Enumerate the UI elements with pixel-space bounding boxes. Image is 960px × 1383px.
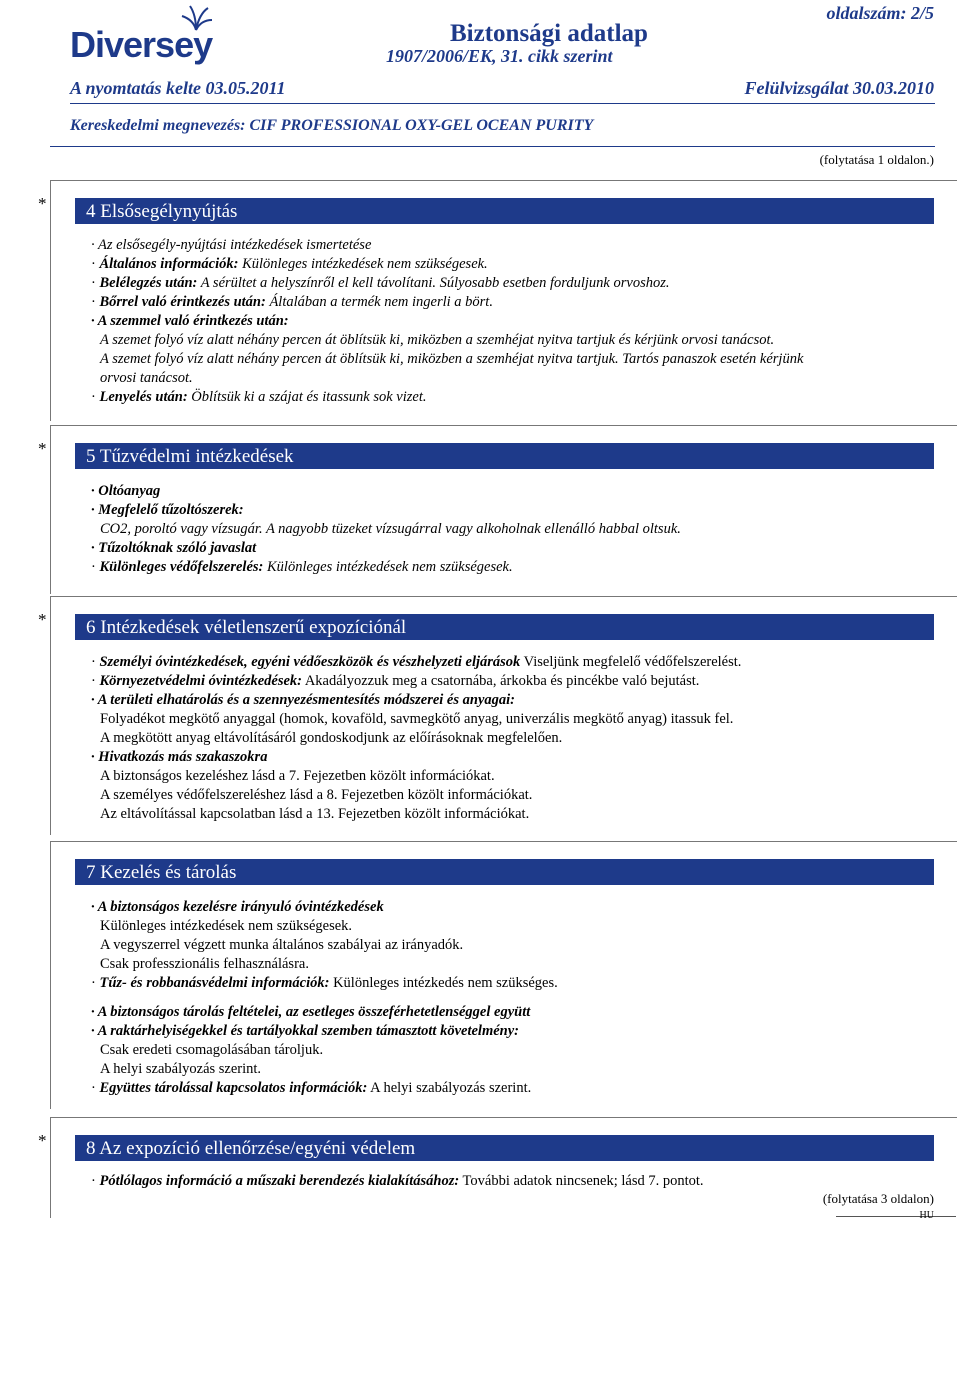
regulation-reference: 1907/2006/EK, 31. cikk szerint (386, 46, 613, 66)
text-line: · Különleges védőfelszerelés: Különleges intézkedések nem szükségesek. (91, 558, 681, 577)
text-line: · Hivatkozás más szakaszokra (91, 748, 741, 767)
section-7-body (91, 898, 558, 1098)
text-line: A személyes védőfelszereléshez lásd a 8. Fejezetben közölt információkat. (100, 787, 533, 803)
section-4-title: 4 Elsősegélynyújtás (75, 198, 934, 224)
section-6 (50, 596, 957, 835)
section-5-title: 5 Tűzvédelmi intézkedések (75, 443, 934, 469)
diversey-logo (70, 4, 220, 64)
section-8-body (91, 1172, 704, 1191)
text-line: · A szemmel való érintkezés után: (91, 312, 803, 331)
section-5-body (91, 482, 681, 577)
text-line: A vegyszerrel végzett munka általános szabályai az irányadók. (100, 937, 464, 953)
text-line: · Lenyelés után: Öblítsük ki a szájat és itassunk sok vizet. (91, 388, 803, 407)
text-line: · Pótlólagos információ a műszaki berendezés kialakításához: További adatok nincsenek; lásd 7. pontot. (91, 1172, 704, 1191)
section-7 (50, 841, 957, 1109)
text-line: Csak professzionális felhasználásra. (100, 956, 309, 972)
section-6-title: 6 Intézkedések véletlenszerű expozíciónál (75, 614, 934, 640)
revision-date: Felülvizsgálat 30.03.2010 (744, 78, 934, 98)
text-line: · A területi elhatárolás és a szennyezésmentesítés módszerei és anyagai: (91, 691, 741, 710)
text-line: · Az elsősegély-nyújtási intézkedések ismertetése (91, 236, 803, 255)
text-line: Folyadékot megkötő anyaggal (homok, kovaföld, savmegkötő anyag, univerzális megkötő anyag) itassuk fel. (100, 711, 734, 727)
page-number: oldalszám: 2/5 (826, 3, 934, 23)
text-line: · A biztonságos tárolás feltételei, az esetleges összeférhetetlenséggel együtt (91, 1003, 558, 1022)
logo-text: Diversey (70, 24, 213, 65)
section-8-title: 8 Az expozíció ellenőrzése/egyéni védelem (75, 1135, 934, 1161)
header-divider-2 (50, 146, 935, 147)
text-line: · A biztonságos kezelésre irányuló óvintézkedések (91, 898, 558, 917)
text-line: CO2, poroltó vagy vízsugár. A nagyobb tüzeket vízsugárral vagy alkoholnak ellenálló habbal oltsuk. (100, 521, 681, 537)
footer-rule (836, 1216, 956, 1217)
text-line: · Környezetvédelmi óvintézkedések: Akadályozzuk meg a csatornába, árkokba és pincékbe való bejutást. (91, 672, 741, 691)
text-line: · Tűz- és robbanásvédelmi információk: Különleges intézkedés nem szükséges. (91, 974, 558, 993)
section-7-title: 7 Kezelés és tárolás (75, 859, 934, 885)
section-5 (50, 425, 957, 594)
document-title: Biztonsági adatlap (450, 20, 648, 47)
trade-name: Kereskedelmi megnevezés: CIF PROFESSIONAL OXY-GEL OCEAN PURITY (70, 117, 594, 134)
change-marker: * (38, 1131, 47, 1150)
text-line: · Oltóanyag (91, 482, 681, 501)
text-line: A megkötött anyag eltávolításáról gondoskodjunk az előírásoknak megfelelően. (100, 730, 563, 746)
continued-from: (folytatása 1 oldalon.) (819, 152, 934, 167)
text-line: · Belélegzés után: A sérültet a helyszínről el kell távolítani. Súlyosabb esetben forduljunk orvoshoz. (91, 274, 803, 293)
section-4-body (91, 236, 803, 407)
text-line: · Bőrrel való érintkezés után: Általában a termék nem ingerli a bört. (91, 293, 803, 312)
text-line: A szemet folyó víz alatt néhány percen át öblítsük ki, miközben a szemhéjat nyitva tartjuk és kérjünk orvosi tanácsot. (100, 332, 775, 348)
text-line: · Együttes tárolással kapcsolatos információk: A helyi szabályozás szerint. (91, 1079, 558, 1098)
text-line: · Általános információk: Különleges intézkedések nem szükségesek. (91, 255, 803, 274)
text-line: Az eltávolítással kapcsolatban lásd a 13. Fejezetben közölt információkat. (100, 806, 530, 822)
text-line: · A raktárhelyiségekkel és tartályokkal szemben támasztott követelmény: (91, 1022, 558, 1041)
language-code: HU (919, 1210, 934, 1221)
section-4 (50, 180, 957, 421)
section-8 (50, 1117, 957, 1218)
text-line: · Tűzoltóknak szóló javaslat (91, 539, 681, 558)
text-line: orvosi tanácsot. (100, 370, 193, 386)
text-line: · Megfelelő tűzoltószerek: (91, 501, 681, 520)
section-6-body (91, 653, 741, 824)
header-divider (70, 103, 935, 104)
text-line: Csak eredeti csomagolásában tároljuk. (100, 1042, 324, 1058)
text-line: A biztonságos kezeléshez lásd a 7. Fejezetben közölt információkat. (100, 768, 495, 784)
text-line: A szemet folyó víz alatt néhány percen át öblítsük ki, miközben a szemhéjat nyitva tartjuk. Tartós panaszok esetén kérjünk (100, 351, 804, 367)
text-line: · Személyi óvintézkedések, egyéni védőeszközök és vészhelyzeti eljárások Viseljünk megfelelő védőfelszerelést. (91, 653, 741, 672)
continued-to: (folytatása 3 oldalon) (822, 1191, 934, 1206)
text-line: Különleges intézkedések nem szükségesek. (100, 918, 353, 934)
text-line: A helyi szabályozás szerint. (100, 1061, 262, 1077)
change-marker: * (38, 610, 47, 629)
change-marker: * (38, 439, 47, 458)
print-date: A nyomtatás kelte 03.05.2011 (70, 78, 286, 98)
change-marker: * (38, 194, 47, 213)
